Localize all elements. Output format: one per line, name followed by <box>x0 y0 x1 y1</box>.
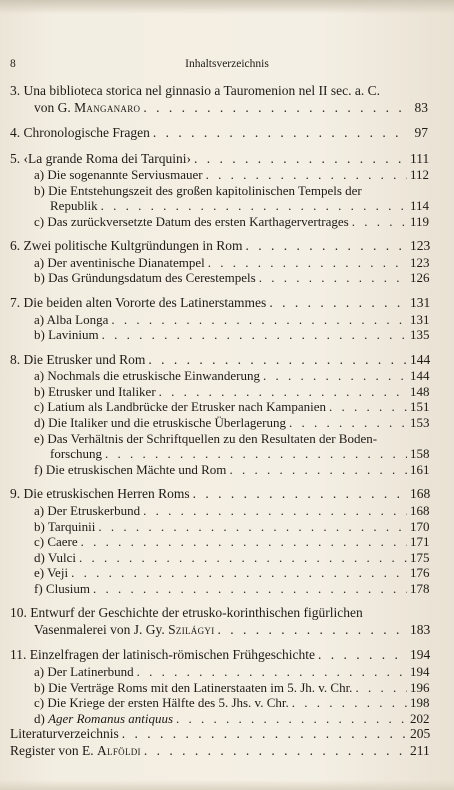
toc-subentry-title: b) Das Gründungsdatum des Cerestempels <box>34 270 256 286</box>
table-of-contents <box>10 83 431 759</box>
leader-dots <box>352 214 407 230</box>
toc-entry-line <box>10 486 431 503</box>
toc-entry-title: 5. ‹La grande Roma dei Tarquini› <box>10 150 191 166</box>
toc-subentry-title: b) Die Verträge Roms mit den Latinerstaaten im 5. Jh. v. Chr. <box>34 679 353 695</box>
leader-dots <box>176 711 407 727</box>
toc-subentry-title: b) Die Entstehungszeit des großen kapitolinischen Tempels der <box>34 182 362 198</box>
leader-dots <box>159 384 407 400</box>
toc-subentry-title: c) Die Kriege der ersten Hälfte des 5. Jhs. v. Chr. <box>34 695 289 711</box>
toc-subentry-title: a) Alba Longa <box>34 311 109 327</box>
toc-section-10 <box>10 605 431 638</box>
toc-subentry-title: Ager Romanus antiquus <box>48 710 174 726</box>
toc-entry-title: 6. Zwei politische Kultgründungen in Rom <box>10 238 243 254</box>
toc-subentry <box>10 327 428 343</box>
toc-subentry <box>10 534 428 550</box>
toc-entry-title: 9. Die etruskischen Herren Roms <box>10 486 190 502</box>
toc-subentry-title: a) Der aventinische Dianatempel <box>34 254 205 270</box>
toc-subentry <box>10 368 428 384</box>
toc-page-number: 168 <box>410 502 430 518</box>
toc-page-number: 196 <box>410 679 430 695</box>
toc-entry-line <box>10 647 431 664</box>
toc-page-number: 198 <box>410 695 430 711</box>
toc-entry-line <box>10 100 428 117</box>
toc-subentry-title: b) Lavinium <box>34 327 99 343</box>
toc-section-5 <box>10 151 428 230</box>
toc-entry-line <box>10 351 431 369</box>
leader-dots <box>289 415 407 431</box>
leader-dots <box>263 368 407 384</box>
toc-subentry <box>10 581 428 597</box>
leader-dots <box>218 622 408 639</box>
toc-subentry <box>10 415 428 431</box>
toc-subentry <box>10 550 428 566</box>
leader-dots <box>105 446 407 462</box>
toc-page-number: 176 <box>410 565 430 581</box>
author-name: Manganaro <box>74 99 141 115</box>
toc-subentry-title: e) Veji <box>34 565 69 581</box>
leader-dots <box>206 167 407 183</box>
toc-entry-line <box>10 743 428 760</box>
toc-entry-title: 3. Una biblioteca storica nel ginnasio a Tauromenion nel II sec. a. C. <box>10 83 380 98</box>
toc-section-6 <box>10 238 431 286</box>
toc-page-number: 112 <box>410 167 430 182</box>
leader-dots <box>292 695 407 711</box>
toc-entry-prefix: Register von E. <box>10 742 97 758</box>
toc-page-number: 135 <box>410 327 430 343</box>
toc-entry-line <box>10 295 431 312</box>
toc-page-number: 83 <box>414 99 428 115</box>
toc-page-number: 175 <box>410 549 430 565</box>
toc-subentry-continuation: Republik <box>50 198 98 214</box>
toc-page-number: 144 <box>410 368 430 384</box>
toc-subentry <box>10 462 428 478</box>
author-name: Alföldi <box>97 742 141 758</box>
toc-subentry-title: a) Die sogenannte Serviusmauer <box>34 167 203 182</box>
leader-dots <box>98 519 407 535</box>
toc-section-3 <box>10 83 428 116</box>
toc-page-number: 151 <box>410 399 430 415</box>
toc-subentry <box>10 255 428 271</box>
leader-dots <box>259 270 407 286</box>
toc-subentry-title: c) Caere <box>34 534 78 550</box>
toc-subentry <box>10 167 428 183</box>
leader-dots <box>101 198 407 214</box>
leader-dots <box>81 534 407 550</box>
toc-page-number: 119 <box>410 213 430 229</box>
leader-dots <box>79 550 407 566</box>
toc-subentry-title: e) Das Verhältnis der Schriftquellen zu den Resultaten der Boden- <box>34 430 378 446</box>
toc-page-number: 194 <box>410 647 431 663</box>
toc-page-number: 171 <box>410 534 430 550</box>
author-name: Szilágyi <box>168 621 215 637</box>
toc-entry-prefix: Vasenmalerei von J. Gy. <box>34 621 169 637</box>
toc-subentry-title: b) Tarquinii <box>34 518 96 534</box>
running-header <box>0 58 454 74</box>
leader-dots <box>143 503 407 519</box>
page-top-shadow <box>0 0 454 14</box>
leader-dots <box>102 327 407 343</box>
toc-page-number: 202 <box>410 710 430 726</box>
leader-dots <box>137 664 407 680</box>
toc-entry-line <box>10 621 431 639</box>
leader-dots <box>318 647 407 664</box>
toc-subentry-title: f) Clusium <box>34 580 90 596</box>
toc-subentry-title: f) Die etruskischen Mächte und Rom <box>34 461 227 477</box>
toc-page-number: 170 <box>410 518 430 534</box>
toc-page-number: 153 <box>410 415 430 431</box>
toc-entry-line <box>10 151 428 168</box>
toc-entry-title: 11. Einzelfragen der latinisch-römischen Frühgeschichte <box>10 647 316 663</box>
toc-page-number: 178 <box>410 580 430 596</box>
toc-subentry-title: c) Latium als Landbrücke der Etrusker nach Kampanien <box>34 399 327 415</box>
toc-subentry <box>10 399 428 415</box>
toc-section-8 <box>10 351 431 478</box>
toc-entry-line <box>10 726 431 743</box>
toc-page-number: 158 <box>410 446 430 462</box>
toc-page-number: 144 <box>410 351 431 367</box>
toc-entry-line <box>10 238 431 255</box>
toc-page-number: 126 <box>410 270 430 286</box>
toc-entry-title: 8. Die Etrusker und Rom <box>10 351 146 367</box>
toc-subentry-title: d) Vulci <box>34 549 76 565</box>
toc-subentry <box>10 503 428 519</box>
leader-dots <box>144 743 407 760</box>
toc-subentry <box>10 711 428 727</box>
toc-subentry-title: c) Das zurückversetzte Datum des ersten Karthagervertrages <box>34 213 349 229</box>
toc-page-number: 123 <box>410 238 431 254</box>
leader-dots <box>153 125 407 142</box>
toc-subentry-title: a) Nochmals die etruskische Einwanderung <box>34 368 260 384</box>
toc-page-number: 131 <box>410 295 431 311</box>
toc-section-11 <box>10 647 431 726</box>
toc-page-number: 114 <box>410 198 430 214</box>
toc-subentry <box>10 270 428 286</box>
leader-dots <box>148 352 407 369</box>
leader-dots <box>193 486 407 503</box>
toc-entry-prefix: von G. <box>34 99 75 115</box>
page-bottom-shadow <box>0 780 454 790</box>
leader-dots <box>208 255 407 271</box>
leader-dots <box>329 399 407 415</box>
toc-entry-title: Literaturverzeichnis <box>10 726 119 742</box>
leader-dots <box>111 312 407 328</box>
toc-page-number: 168 <box>410 486 431 502</box>
toc-page-number: 211 <box>410 742 430 758</box>
toc-page-number: 131 <box>410 311 430 327</box>
toc-subentry <box>10 214 428 230</box>
toc-page-number: 148 <box>410 383 430 399</box>
toc-page-number: 205 <box>410 726 431 742</box>
leader-dots <box>245 238 407 255</box>
leader-dots <box>143 100 407 117</box>
toc-subentry <box>10 384 428 400</box>
toc-subentry <box>10 312 428 328</box>
leader-dots <box>122 726 407 743</box>
leader-dots <box>355 680 407 696</box>
toc-subentry-prefix: d) <box>34 710 49 726</box>
toc-page-number: 97 <box>414 125 428 140</box>
toc-entry-title: 4. Chronologische Fragen <box>10 125 150 140</box>
toc-subentry <box>10 664 428 680</box>
toc-page-number: 194 <box>410 663 430 679</box>
toc-subentry-title: d) Die Italiker und die etruskische Überlagerung <box>34 415 286 431</box>
leader-dots <box>93 581 407 597</box>
toc-section-9 <box>10 486 431 596</box>
toc-page-number: 183 <box>410 621 431 637</box>
toc-subentry-title: a) Der Latinerbund <box>34 663 134 679</box>
leader-dots <box>229 462 407 478</box>
toc-subentry <box>10 565 428 581</box>
leader-dots <box>269 295 407 312</box>
leader-dots <box>71 565 407 581</box>
toc-section-7 <box>10 295 431 343</box>
toc-subentry <box>10 446 428 462</box>
toc-entry-line <box>10 125 428 142</box>
toc-page-number: 111 <box>410 150 430 166</box>
toc-subentry-continuation: forschung <box>50 446 102 462</box>
toc-subentry <box>10 695 428 711</box>
page-number: 8 <box>10 58 16 70</box>
toc-subentry <box>10 680 428 696</box>
toc-subentry-title: b) Etrusker und Italiker <box>34 383 156 399</box>
toc-entry-title: 10. Entwurf der Geschichte der etrusko-korinthischen figürlichen <box>10 605 363 621</box>
toc-subentry <box>10 519 428 535</box>
toc-subentry <box>10 198 428 214</box>
running-title: Inhaltsverzeichnis <box>185 58 269 70</box>
toc-section-4 <box>10 125 428 142</box>
toc-subentry-title: a) Der Etruskerbund <box>34 502 141 518</box>
toc-page-number: 161 <box>410 461 430 477</box>
toc-entry-title: 7. Die beiden alten Vororte des Latinerstammes <box>10 295 267 311</box>
toc-page-number: 123 <box>410 254 430 270</box>
leader-dots <box>194 151 407 168</box>
